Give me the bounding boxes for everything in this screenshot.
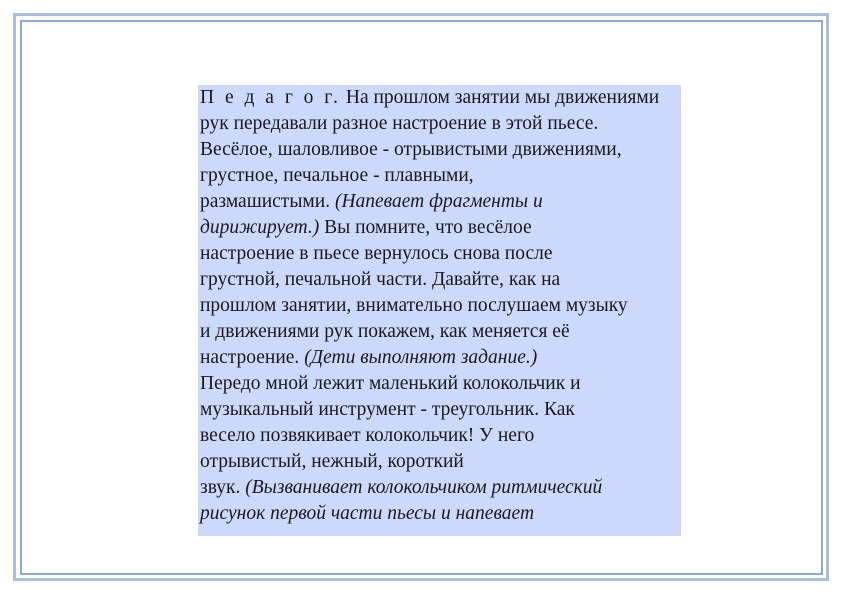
text-line-16: [198, 475, 681, 501]
text-line-12: [198, 371, 681, 397]
text-line-2: [198, 111, 681, 137]
text-line-4: [198, 163, 681, 189]
stage-direction: рисунок первой части пьесы и напевает: [200, 503, 535, 524]
text-fragment: настроение в пьесе вернулось снова после: [200, 243, 553, 264]
text-line-15: [198, 449, 681, 475]
text-fragment: грустное, печальное - плавными,: [200, 165, 474, 186]
text-line-9: [198, 293, 681, 319]
text-line-17: [198, 501, 681, 527]
text-line-14: [198, 423, 681, 449]
text-line-13: [198, 397, 681, 423]
stage-direction: дирижирует.): [200, 217, 320, 238]
text-fragment: Передо мной лежит маленький колокольчик и: [200, 373, 581, 394]
text-fragment: Весёлое, шаловливое - отрывистыми движениями,: [200, 139, 622, 160]
text-fragment: звук.: [200, 477, 246, 498]
text-fragment: грустной, печальной части. Давайте, как на: [200, 269, 561, 290]
text-fragment: На прошлом занятии мы движениями: [341, 87, 660, 108]
speaker-label: П е д а г о г.: [200, 87, 341, 108]
text-line-7: [198, 241, 681, 267]
text-fragment: размашистыми.: [200, 191, 335, 212]
text-block: [198, 85, 681, 536]
text-fragment: отрывистый, нежный, короткий: [200, 451, 464, 472]
text-line-11: [198, 345, 681, 371]
text-line-3: [198, 137, 681, 163]
text-line-1: [198, 85, 681, 111]
text-fragment: Вы помните, что весёлое: [319, 217, 532, 238]
text-fragment: рук передавали разное настроение в этой пьесе.: [200, 113, 599, 134]
text-fragment: настроение.: [200, 347, 305, 368]
text-fragment: музыкальный инструмент - треугольник. Как: [200, 399, 575, 420]
text-fragment: весело позвякивает колокольчик! У него: [200, 425, 535, 446]
text-line-5: [198, 189, 681, 215]
stage-direction: (Вызванивает колокольчиком ритмический: [245, 477, 603, 498]
stage-direction: (Напевает фрагменты и: [334, 191, 543, 212]
text-line-6: [198, 215, 681, 241]
text-line-8: [198, 267, 681, 293]
text-fragment: и движениями рук покажем, как меняется её: [200, 321, 570, 342]
stage-direction: (Дети выполняют задание.): [304, 347, 538, 368]
text-line-10: [198, 319, 681, 345]
text-fragment: прошлом занятии, внимательно послушаем музыку: [200, 295, 628, 316]
